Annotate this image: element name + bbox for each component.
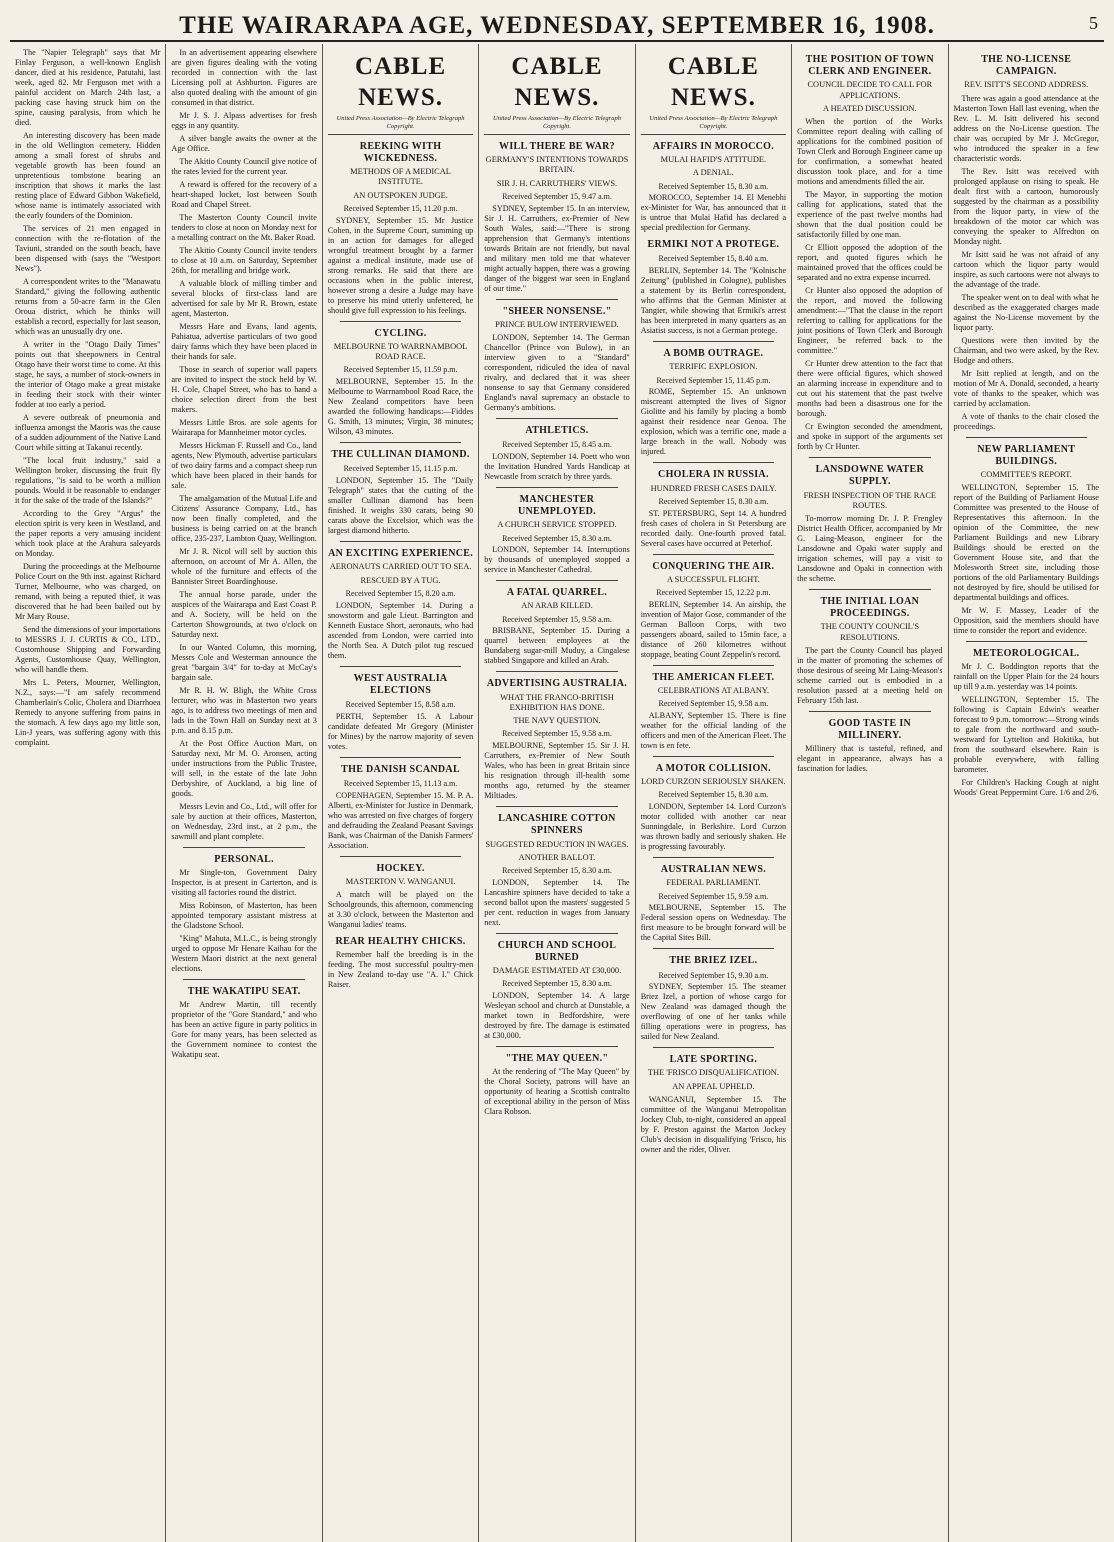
article-body: ALBANY, September 15. There is fine weather for the official landing of the officers and men of the American Fleet. The town is en fete. — [640, 710, 787, 750]
divider — [340, 666, 461, 667]
subheadline: RESCUED BY A TUG. — [360, 575, 441, 585]
headline-wakatipu: THE WAKATIPU SEAT. — [187, 986, 301, 998]
col2-para: A valuable block of milling timber and several blocks of first-class land are advertised for sale by Mr R. Brown, estate agent, Masterton. — [171, 279, 317, 318]
col1-para: According to the Grey "Argus" the election spirit is very keen in Westland, and the paper reports a very amusing incident which took place at the Arahura saleyards on Monday. — [15, 509, 161, 558]
article-body: Mr W. F. Massey, Leader of the Opposition, said the members should have time to consider the report and evidence. — [953, 606, 1099, 636]
article-body: BRISBANE, September 15. During a quarrel between employees at the Bundaberg sugar-mill Muduy, a Cingalese stabbed Singapore and killed an Arab. — [484, 626, 630, 666]
col2-para: Mr J. S. J. Alpass advertises for fresh eggs in any quantity. — [171, 111, 317, 130]
press-credit: United Press Association—By Electric Telegraph Copyright. — [484, 115, 629, 135]
dateline: Received September 15, 8.30 a.m. — [502, 979, 612, 989]
cable-news-banner: CABLE NEWS. — [511, 53, 603, 111]
column-4 — [479, 44, 635, 1542]
article-body: To-morrow morning Dr. J. P. Frengley District Health Officer, accompanied by Mr G. Laing-Meason, engineer for the Lansdowne and Opaki water supply and irrigation schemes, will pay a visit to Lansdowne and Opaki in connection with the scheme. — [797, 514, 943, 583]
article-body: WANGANUI, September 15. The committee of the Wanganui Metropolitan Jockey Club, to-night, considered an appeal by F. Preston against the Marton Jockey Club's decision in disqualifying 'Frisco, his owner and the rider, Oliver. — [640, 1094, 787, 1154]
divider — [653, 462, 774, 463]
article-body: LONDON, September 14. The German Chancellor (Prince von Bulow), in an interview given to a "Standard" correspondent, ridiculed the idea of naval rivalry, and declared that it was sheer nonsense to say that Germany considered England's naval supremacy an obstacle to Germany's ambitions. — [484, 332, 630, 412]
divider — [653, 1047, 774, 1048]
article-body: LONDON, September 14. The Lancashire spinners have decided to take a second ballot upon the masters' suggested 5 per cent. reduction in wages from January next. — [484, 877, 630, 927]
article-body: For Children's Hacking Cough at night Woods' Great Peppermint Cure. 1/6 and 2/6. — [953, 778, 1099, 798]
col2-para: "King" Mahuta, M.L.C., is being strongly urged to oppose Mr Henare Kaihau for the Western Maori district at the next general elections. — [171, 934, 317, 974]
article-body: MELBOURNE, September 15. Sir J. H. Carruthers, ex-Premier of New South Wales, who has been in great Britain since his resignation through ill-health some months ago, returned by the steamer Miltiades. — [484, 741, 630, 801]
article-body: The speaker went on to deal with what he described as the exaggerated charges made against the No-License movement by the liquor party. — [953, 292, 1099, 332]
headline: ERMIKI NOT A PROTEGE. — [647, 239, 780, 251]
article-body: When the portion of the Works Committee report dealing with calling of applications for the combined position of Town Clerk and Borough Engineer came up for confirmation, a somewhat heated discussion took place, and for a time motions and amendments filled the air. — [797, 117, 943, 187]
column-7 — [949, 44, 1104, 1542]
subheadline: FRESH INSPECTION OF THE RACE ROUTES. — [803, 490, 937, 510]
col2-para: The Akitio County Council give notice of the rates levied for the current year. — [171, 157, 317, 176]
col2-para: Messrs Hare and Evans, land agents, Pahiatua, advertise particulars of two good dairy farms which they have been placed in their hands for sale. — [171, 322, 317, 361]
divider — [809, 457, 930, 458]
cable-news-banner: CABLE NEWS. — [667, 53, 759, 111]
dateline: Received September 15, 8.30 a.m. — [658, 496, 769, 506]
dateline: Received September 15, 9.59 a.m. — [658, 891, 769, 901]
headline: A FATAL QUARREL. — [506, 587, 608, 599]
dateline: Received September 15, 8.58 a.m. — [345, 699, 456, 709]
col2-para: Messrs Levin and Co., Ltd., will offer for sale by auction at their offices, Masterton, on Wednesday, 23rd inst., at 2 p.m., the sawmill and plant complete. — [171, 802, 317, 841]
headline: GOOD TASTE IN MILLINERY. — [828, 717, 912, 742]
headline: CHURCH AND SCHOOL BURNED — [497, 939, 617, 963]
headline: ADVERTISING AUSTRALIA. — [486, 678, 628, 690]
headline: WEST AUSTRALIA ELECTIONS — [353, 672, 448, 696]
dateline: Received September 15, 9.58 a.m. — [502, 729, 612, 739]
article-body: Mr J. C. Boddington reports that the rainfall on the Upper Plain for the 24 hours up till 9 a.m. yesterday was 14 points. — [953, 662, 1099, 692]
dateline: Received September 15, 9.30 a.m. — [658, 970, 769, 980]
dateline: Received September 15, 11.13 a.m. — [343, 778, 458, 788]
col2-para: A reward is offered for the recovery of a heart-shaped locket, lost between South Road and Chapel Street. — [171, 180, 317, 209]
cable-news-banner: CABLE NEWS. — [354, 53, 447, 111]
article-body: WELLINGTON, September 15. The report of the Building of Parliament House Committee was presented to the House of Representatives this afternoon. In the opinion of the Committee, the new Parliament Buildings and new Library Buildings should be erected on the Government House site, and that the Molesworth Street site, including those portions of the old Parliamentary Buildings not destroyed by fire, should be utilised for departmental buildings and offices. — [953, 483, 1099, 603]
col1-para: During the proceedings at the Melbourne Police Court on the 9th inst. against Richard Turner, Melbourne, who was charged, on remand, with being a reputed thief, it was discovered that he had been bailed out by Mr Mary Rouse. — [15, 562, 161, 621]
divider — [966, 437, 1087, 438]
dateline: Received September 15, 9.58 a.m. — [502, 614, 612, 624]
col2-para: The Akitio County Council invite tenders to close at 10 a.m. on Saturday, September 26th, for metalling and bridge work. — [171, 246, 317, 275]
article-body: BERLIN, September 14. An airship, the invention of Major Gose, commander of the German Balloon Corps, with two passengers aboard, sailed to 15min face, a distance of 260 kilometres without stoppage, beating Count Zeppelin's record. — [640, 599, 787, 659]
dateline: Received September 15, 12.22 p.m. — [656, 588, 771, 598]
divider — [496, 418, 617, 419]
subheadline: HUNDRED FRESH CASES DAILY. — [650, 483, 777, 493]
article-body: LONDON, September 14. Poett who won the Invitation Hundred Yards Handicap at Newcastle from scratch by three yards. — [484, 451, 630, 481]
headline: METEOROLOGICAL. — [973, 648, 1080, 660]
article-body: LONDON, September 14. A large Wesleyan school and church at Dunstable, a market town in Bedfordshire, were destroyed by fire. The damage is estimated at £30,000. — [484, 991, 630, 1041]
subheadline: LORD CURZON SERIOUSLY SHAKEN. — [641, 777, 786, 787]
article-body: SYDNEY, September 15. In an interview, Sir J. H. Carruthers, ex-Premier of New South Wales, said:—"There is strong apprehension that Germany's intentions towards Britain are not friendly, but naval and military men told me that whatever might actually happen, there was a growing danger of the biggest war seen in England of our time." — [484, 203, 630, 293]
col2-para: Those in search of superior wall papers are invited to inspect the stock held by W. H. Cole, Chapel Street, who has to hand a choice selection direct from the best makers. — [171, 365, 317, 414]
col2-para: A silver bangle awaits the owner at the Age Office. — [171, 134, 317, 153]
divider — [653, 756, 774, 757]
article-body: The Rev. Isitt was received with prolonged applause on rising to speak. He dealt first with a cartoon, humorously suggested by the chairman as a possibility from the liquor party, in view of the breakdown of the motor car which was conveying the speaker to Alfredton on Monday night. — [953, 166, 1099, 246]
divider — [496, 1046, 617, 1047]
dateline: Received September 15, 9.58 a.m. — [658, 699, 769, 709]
article-body: LONDON, September 14. During a snowstorm and gale Lieut. Barrington and Kenneth Eustace Short, aeronauts, who had ascended from London, were carried into the North Sea. A Dutch pilot tug rescued them. — [327, 600, 474, 660]
subheadline: MASTERTON V. WANGANUI. — [345, 876, 456, 886]
subheadline: A DENIAL. — [692, 168, 734, 178]
col1-para: An interesting discovery has been made in the old Wellington cemetery. Hidden among a small forest of shrubs and vegetable growth has been found an unpretentious tombstone bearing an inscription that shows it marks the last resting place of Edward Gibbon Wakefield, whose name is intimately associated with the early founders of the Dominion. — [15, 131, 161, 220]
article-body: SYDNEY, September 15. The steamer Briez Izel, a portion of whose cargo for New Zealand was damaged though the overflowing of one of her tanks while filling operations were in progress, has sailed for New Zealand. — [640, 982, 787, 1042]
subheadline: SIR J. H. CARRUTHERS' VIEWS. — [496, 178, 618, 188]
col2-para: In an advertisement appearing elsewhere are given figures dealing with the voting recorded in connection with the last Licensing poll at Ashburton. Figures are also quoted dealing with the amount of gin consumed in that district. — [171, 48, 317, 107]
masthead — [10, 6, 1104, 42]
subheadline: DAMAGE ESTIMATED AT £30,000. — [492, 966, 622, 976]
column-1 — [10, 44, 166, 1542]
article-body: Mr Isitt said he was not afraid of any cartoon which the liquor party would inspire, as such cartoons were not always to the advantage of the trade. — [953, 249, 1099, 289]
headline: REAR HEALTHY CHICKS. — [335, 936, 466, 948]
col2-para: Mr J. R. Nicol will sell by auction this afternoon, on account of Mr A. Allen, the whole of the furniture and effects of the Bannister Street Boardinghouse. — [171, 547, 317, 586]
headline: THE INITIAL LOAN PROCEEDINGS. — [820, 596, 920, 620]
article-body: LONDON, September 14. Lord Curzon's motor collided with another car near Sunningdale, in Berkshire. Lord Curzon was thrown badly and seriously shaken. He is progressing favourably. — [640, 802, 787, 852]
col1-para: A severe outbreak of pneumonia and influenza amongst the Maoris was the cause of a sudden adjournment of the Native Land Court while sitting at Takanui recently. — [15, 413, 161, 452]
divider — [340, 321, 461, 322]
dateline: Received September 15, 8.40 a.m. — [658, 254, 769, 264]
article-body: At the rendering of "The May Queen" by the Choral Society, patrons will have an opportunity of hearing a Scottish contralto of exceptional ability in the person of Miss Clara Robson. — [484, 1067, 630, 1117]
dateline: Received September 15, 8.30 a.m. — [502, 533, 612, 543]
subheadline: COUNCIL DECIDE TO CALL FOR APPLICATIONS. — [807, 80, 933, 100]
headline: LANSDOWNE WATER SUPPLY. — [815, 464, 924, 488]
col2-para: Messrs Little Bros. are sole agents for Wairarapa for Mannheimer motor cycles. — [171, 418, 317, 437]
headline: "SHEER NONSENSE." — [502, 305, 612, 317]
headline: CHOLERA IN RUSSIA. — [658, 469, 769, 481]
article-body: Cr Ewington seconded the amendment, and spoke in support of the arguments set forth by Cr Hunter. — [797, 422, 943, 452]
article-body: Cr Elliott opposed the adoption of the report, and quoted figures which he maintained proved that the offices could be separated and no extra expense incurred. — [797, 243, 943, 283]
column-3 — [323, 44, 479, 1542]
column-2 — [166, 44, 322, 1542]
headline: THE BRIEZ IZEL. — [669, 955, 758, 967]
article-body: ST. PETERSBURG, Sept 14. A hundred fresh cases of cholera in St Petersburg are recorded daily. One-fourth proved fatal. Several cases have occurred at Peterhof. — [640, 508, 787, 548]
article-body: Millinery that is tasteful, refined, and elegant in appearance, always has a fascination for ladies. — [797, 744, 943, 774]
article-body: A match will be played on the Schoolgrounds, this afternoon, commencing at 3.30 o'clock, between the Masterton and Wanganui ladies' teams. — [327, 890, 474, 930]
subheadline: THE COUNTY COUNCIL'S RESOLUTIONS. — [820, 622, 920, 642]
article-body: MELBOURNE, September 15. In the Melbourne to Warrnambool Road Race, the New Zealand competitors have been awarded the following handicaps:—Fiddes G. Smith, 13 minutes; Virgin, 38 minutes; Wilson, 43 minutes. — [327, 377, 474, 437]
subheadline: COMMITTEE'S REPORT. — [980, 470, 1072, 479]
divider — [340, 757, 461, 758]
divider — [653, 554, 774, 555]
masthead-title: THE WAIRARAPA AGE, WEDNESDAY, SEPTEMBER 16, 1908. — [179, 12, 935, 39]
dateline: Received September 15, 8.45 a.m. — [502, 440, 612, 450]
article-body: Cr Hunter also opposed the adoption of the report, and moved the following amendment:—"That the clause in the report referring to calling for applications for the joint positions of Town Clerk and Borough Engineer, be referred back to the committee." — [797, 286, 943, 356]
headline: WILL THERE BE WAR? — [499, 140, 615, 152]
divider — [653, 341, 774, 342]
subheadline: CELEBRATIONS AT ALBANY. — [657, 685, 769, 695]
subheadline: THE 'FRISCO DISQUALIFICATION. — [647, 1068, 779, 1078]
subheadline: WHAT THE FRANCO-BRITISH EXHIBITION HAS DONE. — [500, 692, 614, 712]
article-body: The part the County Council has played in the matter of promoting the schemes of those desirous of seeing Mr Laing-Meason's scheme carried out is embodied in a resolution passed at a meeting held on February 15th last. — [797, 645, 943, 705]
subheadline: FEDERAL PARLIAMENT. — [666, 878, 761, 888]
article-body: Cr Hunter drew attention to the fact that there were official figures, which showed an alarming increase in expenditure and to cut out his statement that the past twelve months had been a disastrous one for the borough. — [797, 359, 943, 419]
article-body: LONDON, September 15. The "Daily Telegraph" states that the cutting of the smaller Cullinan diamond has been finished. It weighs 330 carats, being 90 carats above the Excelsior, which was the largest diamond hitherto. — [327, 476, 474, 536]
headline: NEW PARLIAMENT BUILDINGS. — [977, 443, 1076, 467]
press-credit: United Press Association—By Electric Telegraph Copyright. — [641, 115, 786, 135]
subheadline: SUGGESTED REDUCTION IN WAGES. — [485, 839, 629, 849]
divider — [809, 589, 930, 590]
divider — [340, 541, 461, 542]
divider — [966, 641, 1087, 642]
subheadline: A CHURCH SERVICE STOPPED. — [497, 520, 617, 530]
col2-para: The annual horse parade, under the auspices of the Wairarapa and East Coast P. and A. Society, will be held on the Carterton Showgrounds, at two o'clock on Saturday next. — [171, 590, 317, 639]
headline: CYCLING. — [374, 327, 427, 339]
divider — [496, 487, 617, 488]
dateline: Received September 15, 9.47 a.m. — [502, 191, 612, 201]
press-credit: United Press Association—By Electric Telegraph Copyright. — [328, 115, 473, 135]
headline: THE AMERICAN FLEET. — [652, 671, 775, 683]
headline: A MOTOR COLLISION. — [655, 762, 771, 774]
dateline: Received September 15, 8.30 a.m. — [502, 866, 612, 876]
divider — [496, 671, 617, 672]
subheadline: TERRIFIC EXPLOSION. — [669, 362, 758, 372]
subheadline: ANOTHER BALLOT. — [518, 852, 596, 862]
subheadline: MULAI HAFID'S ATTITUDE. — [660, 155, 767, 165]
headline: CONQUERING THE AIR. — [652, 560, 775, 572]
col1-para: A correspondent writes to the "Manawatu Standard," giving the following authentic returns from a 50-acre farm in the Glen Oroua district, which he thinks will establish a record, especially for last season, which was an unusually dry one. — [15, 277, 161, 336]
article-body: COPENHAGEN, September 15. M. P. A. Alberti, ex-Minister for Justice in Denmark, who was arrested on five charges of forgery and defrauding the Zealand Peasant Savings Bank, was Chairman of the Danish Farmers' Association. — [327, 790, 474, 850]
divider — [340, 856, 461, 857]
subheadline: THE NAVY QUESTION. — [513, 716, 601, 726]
col1-para: The services of 21 men engaged in connection with the re-flotation of the Taviuni, stranded on the south beach, have been dispensed with (says the "Westport News"). — [15, 224, 161, 273]
col2-para: Mr Andrew Martin, till recently proprietor of the "Gore Standard," and who has been an active figure in party politics in Gore for many years, has been selected as the Government nominee to contest the Wakatipu seat. — [171, 1000, 317, 1060]
col1-para: Mrs L. Peters, Mourner, Wellington, N.Z., says:—"I am safely recommend Chamberlain's Colic, Cholera and Diarrhoea Remedy to anyone suffering from pains in the stomach. A few days ago my little son, Lin-J years, was suffering agony with this complaint. — [15, 678, 161, 747]
subheadline: GERMANY'S INTENTIONS TOWARDS BRITAIN. — [485, 155, 629, 175]
headline: THE NO-LICENSE CAMPAIGN. — [981, 54, 1072, 78]
article-body: Remember half the breeding is in the feeding. The most successful poultry-men in New Zealand to-day use "A. I." Chick Raiser. — [327, 950, 474, 990]
divider — [496, 299, 617, 300]
article-body: MELBOURNE, September 15. The Federal session opens on Wednesday. The first measure to be brought forward will be the Capital Sites Bill. — [640, 903, 787, 943]
article-body: LONDON, September 14. Interruptions by thousands of unemployed stopped a service in Manchester Cathedral. — [484, 545, 630, 575]
headline: A BOMB OUTRAGE. — [663, 348, 764, 360]
article-body: ROME, September 15. An unknown miscreant attempted the lives of Signor Giolitte and his family by placing a bomb against their residence near Genoa. The explosion, which was a terrific one, made a large breach in the wall. Nobody was injured. — [640, 387, 787, 457]
headline: MANCHESTER UNEMPLOYED. — [517, 493, 596, 518]
article-body: PERTH, September 15. A Labour candidate defeated Mr Gregory (Minister for Mines) by the narrow majority of seven votes. — [327, 711, 474, 751]
col1-para: Send the dimensions of your importations to MESSRS J. J. CURTIS & CO., LTD., Customhouse Shipping and Forwarding Agents, Customhouse Quay, Wellington, who will handle them. — [15, 625, 161, 674]
article-body: The Mayor, in supporting the motion calling for applications, stated that the experience of the past twelve months had shown that the dual position could be satisfactorily filled by one man. — [797, 190, 943, 240]
dateline: Received September 15, 11.59 p.m. — [343, 365, 458, 375]
headline: AUSTRALIAN NEWS. — [660, 864, 767, 876]
subheadline: AERONAUTS CARRIED OUT TO SEA. — [329, 562, 472, 572]
article-body: There was again a good attendance at the Masterton Town Hall last evening, when the Rev. L. M. Isitt delivered his second address on the No-License question. The chair was occupied by Mr J. McGregor, who introduced the speaker in a few characteristic words. — [953, 93, 1099, 163]
page-number: 5 — [1089, 13, 1098, 33]
dateline: Received September 15, 8.30 a.m. — [658, 181, 769, 191]
subheadline: METHODS OF A MEDICAL INSTITUTE. — [350, 167, 451, 187]
column-6 — [792, 44, 948, 1542]
col2-para: Miss Robinson, of Masterton, has been appointed temporary assistant mistress at the Gladstone School. — [171, 901, 317, 931]
subheadline: AN ARAB KILLED. — [521, 601, 593, 611]
col1-para: "The local fruit industry," said a Wellington broker, discussing the fruit fly regulations, "is said to be worth a million pounds. Would it be reasonable to endanger it for the sake of the trade of the Islands?" — [15, 456, 161, 505]
article-body: WELLINGTON, September 15. The following is Captain Edwin's weather forecast to 9 p.m. tomorrow:—Strong winds to gale from the northward and south-westward for Lyttelton and Hokitika, but from the southward elsewhere. Rain is probable everywhere, with falling barometer. — [953, 695, 1099, 775]
subheadline: A HEATED DISCUSSION. — [822, 103, 917, 113]
col2-para: The Masterton County Council invite tenders to close at noon on Monday next for a metalling contract on the Mt. Baker Road. — [171, 213, 317, 242]
divider — [653, 857, 774, 858]
divider — [653, 948, 774, 949]
headline: LANCASHIRE COTTON SPINNERS — [498, 813, 616, 837]
dateline: Received September 15, 8.20 a.m. — [345, 588, 456, 598]
headline: THE POSITION OF TOWN CLERK AND ENGINEER. — [805, 54, 934, 78]
article-body: SYDNEY, September 15. Mr Justice Cohen, in the Supreme Court, summing up in an action for damages for alleged wrongful treatment brought by a farmer against a medical institute, made use of strong remarks. He said that there are occasions when in the public interest, however strong a desire a Judge may have to preserve his mind utterly unfettered, he should give full expression to his feelings. — [327, 215, 474, 315]
col1-para: The "Napier Telegraph" says that Mr Finlay Ferguson, a well-known English dancer, died at his residence, Patutahi, last week, aged 82. Mr Ferguson met with a painful accident on March 24th last, a packing case having struck him on the spine, causing paralysis, from which he died. — [15, 48, 161, 127]
divider — [496, 933, 617, 934]
divider — [809, 711, 930, 712]
headline: REEKING WITH WICKEDNESS. — [359, 140, 442, 165]
headline: ATHLETICS. — [525, 424, 589, 436]
headline-personal: PERSONAL. — [214, 854, 274, 865]
headline: "THE MAY QUEEN." — [505, 1053, 609, 1065]
columns — [10, 44, 1104, 1542]
col2-para: Mr Single-ton, Government Dairy Inspector, is at present in Carterton, and is visiting all factories round the district. — [171, 868, 317, 898]
subheadline: AN OUTSPOKEN JUDGE. — [353, 190, 448, 200]
headline: LATE SPORTING. — [669, 1054, 758, 1066]
col2-para: Mr R. H. W. Bligh, the White Cross lecturer, who was in Masterton two years ago, is to address two meetings of men and lads in the Town Hall on Sunday next at 3 p.m. and 8.15 p.m. — [171, 686, 317, 735]
dateline: Received September 15, 8.30 a.m. — [658, 790, 769, 800]
column-5 — [636, 44, 792, 1542]
divider — [340, 442, 461, 443]
subheadline: MELBOURNE TO WARRNAMBOOL ROAD RACE. — [333, 341, 468, 362]
dateline: Received September 15, 11.15 p.m. — [343, 464, 458, 474]
article-body: Mr Isitt replied at length, and on the motion of Mr A. Donald, seconded, a hearty vote of thanks to the speaker, which was carried by acclamation. — [953, 368, 1099, 408]
col1-para: A writer in the "Otago Daily Times" points out that sheepowners in Central Otago have their worst time to come. At this stage, he says, a number of stock-owners in the interior of Otago make a great mistake in feeding their stock with their winter fodder at too early a period. — [15, 340, 161, 409]
subheadline: AN APPEAL UPHELD. — [672, 1081, 755, 1091]
headline: AFFAIRS IN MOROCCO. — [652, 140, 775, 152]
headline: AN EXCITING EXPERIENCE. — [328, 548, 474, 560]
headline: THE DANISH SCANDAL — [341, 763, 460, 775]
headline: HOCKEY. — [376, 862, 425, 874]
col2-para: The amalgamation of the Mutual Life and Citizens' Assurance Company, Ltd., has now been finally completed, and the business is being carried on at the branch office, 235-237, Lambton Quay, Wellington. — [171, 494, 317, 543]
article-body: A vote of thanks to the chair closed the proceedings. — [953, 411, 1099, 431]
subheadline: A SUCCESSFUL FLIGHT. — [666, 574, 760, 584]
article-body: Questions were then invited by the Chairman, and two were asked, by the Rev. Hodge and others. — [953, 335, 1099, 365]
divider — [653, 665, 774, 666]
subheadline: PRINCE BULOW INTERVIEWED. — [495, 319, 619, 329]
col2-para: In our Wanted Column, this morning, Messrs Cole and Westerman announce the great "bargain 3/4" for to-day at McCay's bargain sale. — [171, 643, 317, 682]
dateline: Received September 15, 11.45 p.m. — [656, 375, 771, 385]
article-body: MOROCCO, September 14. El Menebhi ex-Minister for War, has announced that it is untrue that Mulai Hafid has declared a special predilection for Germany. — [640, 193, 787, 233]
divider — [496, 580, 617, 581]
divider — [496, 806, 617, 807]
dateline: Received September 15, 11.20 p.m. — [343, 203, 458, 213]
divider — [183, 847, 304, 848]
divider — [183, 979, 304, 980]
col2-para: At the Post Office Auction Mart, on Saturday next, Mr M. O. Aronsen, acting under instructions from the Public Trustee, will sell, in the estate of the late John Derbyshire, of Auckland, a big line of goods. — [171, 739, 317, 798]
article-body: BERLIN, September 14. The "Kolnische Zeitung" (published in Cologne), publishes a statement by its Berlin correspondent, who affirms that the German Minister at Tangier, while showing that Ermiki's arrest has been interpreted in many quarters as an Asiatist success, is not a German protege. — [640, 266, 787, 336]
subheadline: REV. ISITT'S SECOND ADDRESS. — [964, 80, 1089, 90]
headline: THE CULLINAN DIAMOND. — [331, 449, 470, 461]
col2-para: Messrs Hickman F. Russell and Co., land agents, New Plymouth, advertise particulars of two dairy farms and a compact sheep run which have been placed in their hands for sale. — [171, 441, 317, 490]
